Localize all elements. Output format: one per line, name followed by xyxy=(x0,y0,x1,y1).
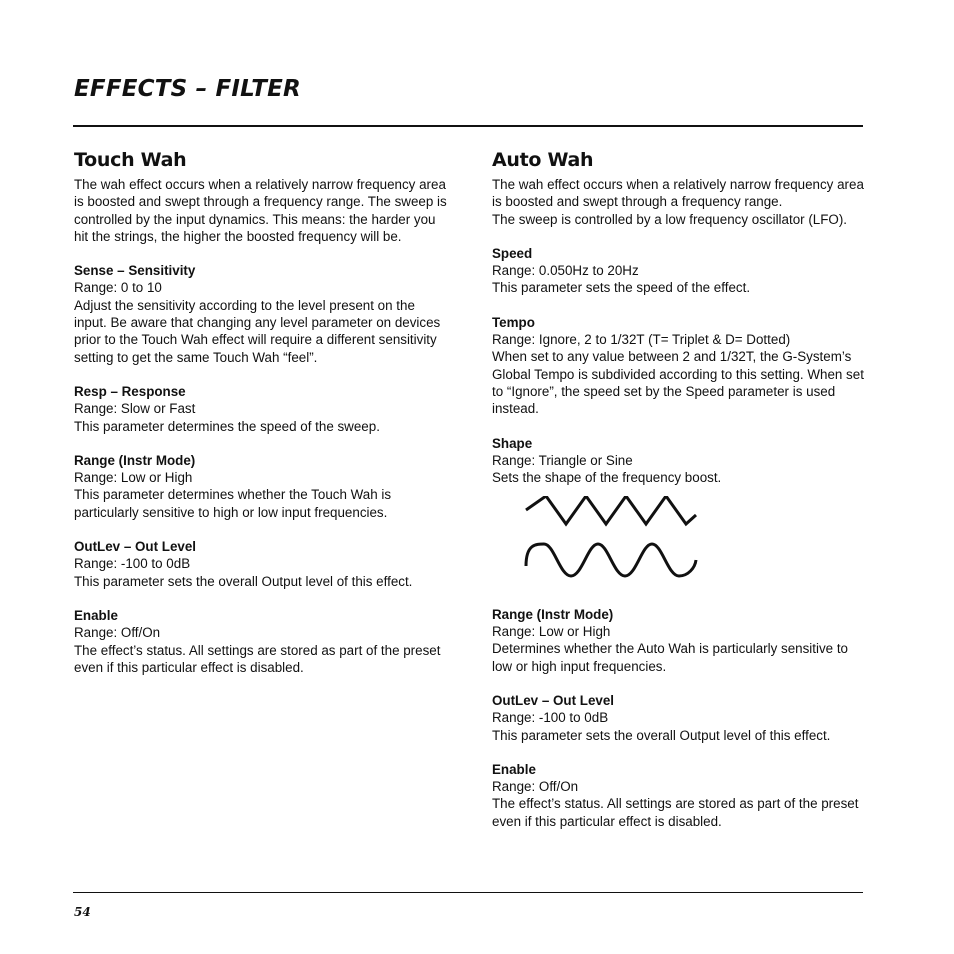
param-description: Adjust the sensitivity according to the level present on the input. Be aware that changing any level parameter on devices prior to the Touch Wah effect will require a different sensitivity setting to get the same Touch Wah “feel”. xyxy=(74,297,441,365)
param-enable xyxy=(74,607,449,676)
param-name: Range (Instr Mode) xyxy=(74,452,196,468)
param-name: Tempo xyxy=(492,314,535,330)
param-description: This parameter sets the overall Output level of this effect. xyxy=(492,727,831,743)
page-title: EFFECTS – FILTER xyxy=(74,76,301,102)
param-speed xyxy=(492,245,864,297)
param-name: Shape xyxy=(492,435,533,451)
param-name: Enable xyxy=(74,607,118,623)
param-sense xyxy=(74,262,449,366)
param-name: Enable xyxy=(492,761,536,777)
param-range: Range: Slow or Fast xyxy=(74,401,196,417)
param-enable xyxy=(492,761,864,830)
footer-divider xyxy=(73,892,863,893)
page-number: 54 xyxy=(74,905,91,919)
param-description: This parameter determines the speed of the sweep. xyxy=(74,418,380,434)
param-name: Speed xyxy=(492,245,533,261)
param-shape xyxy=(492,435,864,589)
param-range: Range: Off/On xyxy=(74,625,161,641)
auto-wah-intro xyxy=(492,176,864,228)
param-description: Determines whether the Auto Wah is particularly sensitive to low or high input frequencies. xyxy=(492,641,849,674)
param-range-instr-mode xyxy=(492,606,864,675)
auto-wah-intro-text: The sweep is controlled by a low frequency oscillator (LFO). xyxy=(492,211,848,227)
param-range: Range: Low or High xyxy=(492,624,611,640)
param-description: The effect’s status. All settings are stored as part of the preset even if this particular effect is disabled. xyxy=(492,796,859,829)
auto-wah-intro-text: The wah effect occurs when a relatively narrow frequency area is boosted and swept through a frequency range. xyxy=(492,177,864,210)
param-range: Range: -100 to 0dB xyxy=(74,556,191,572)
sine-wave-icon xyxy=(526,544,696,576)
triangle-wave-icon xyxy=(526,496,696,524)
header-divider xyxy=(73,125,863,127)
param-range-instr-mode xyxy=(74,452,449,521)
param-description: Sets the shape of the frequency boost. xyxy=(492,470,722,486)
param-description: When set to any value between 2 and 1/32T, the G-System’s Global Tempo is subdivided according to this setting. When set to “Ignore”, the speed set by the Speed parameter is used instead. xyxy=(492,349,864,417)
param-range: Range: Triangle or Sine xyxy=(492,452,633,468)
param-description: This parameter sets the overall Output level of this effect. xyxy=(74,573,413,589)
param-name: OutLev – Out Level xyxy=(492,692,615,708)
param-range: Range: Low or High xyxy=(74,470,193,486)
param-response xyxy=(74,383,449,435)
param-range: Range: 0 to 10 xyxy=(74,280,162,296)
touch-wah-intro xyxy=(74,176,449,245)
touch-wah-section xyxy=(74,148,449,676)
auto-wah-section xyxy=(492,148,864,830)
param-range: Range: 0.050Hz to 20Hz xyxy=(492,263,639,279)
param-name: Range (Instr Mode) xyxy=(492,606,614,622)
touch-wah-heading: Touch Wah xyxy=(74,149,187,171)
param-range: Range: -100 to 0dB xyxy=(492,710,609,726)
param-out-level xyxy=(492,692,864,744)
param-range: Range: Ignore, 2 to 1/32T (T= Triplet & D= Dotted) xyxy=(492,332,791,348)
param-name: Resp – Response xyxy=(74,383,186,399)
param-tempo xyxy=(492,314,864,418)
param-range: Range: Off/On xyxy=(492,779,579,795)
param-name: Sense – Sensitivity xyxy=(74,263,196,279)
param-description: This parameter sets the speed of the effect. xyxy=(492,280,751,296)
param-out-level xyxy=(74,538,449,590)
auto-wah-heading: Auto Wah xyxy=(492,149,594,171)
touch-wah-intro-text: The wah effect occurs when a relatively narrow frequency area is boosted and swept through a frequency range. The sweep is controlled by the input dynamics. This means: the harder you hit the strings, the higher the boosted frequency will be. xyxy=(74,177,447,244)
param-description: This parameter determines whether the Touch Wah is particularly sensitive to high or low input frequencies. xyxy=(74,487,392,520)
param-description: The effect’s status. All settings are stored as part of the preset even if this particular effect is disabled. xyxy=(74,642,441,675)
param-name: OutLev – Out Level xyxy=(74,539,197,555)
waveform-illustration xyxy=(524,496,699,582)
